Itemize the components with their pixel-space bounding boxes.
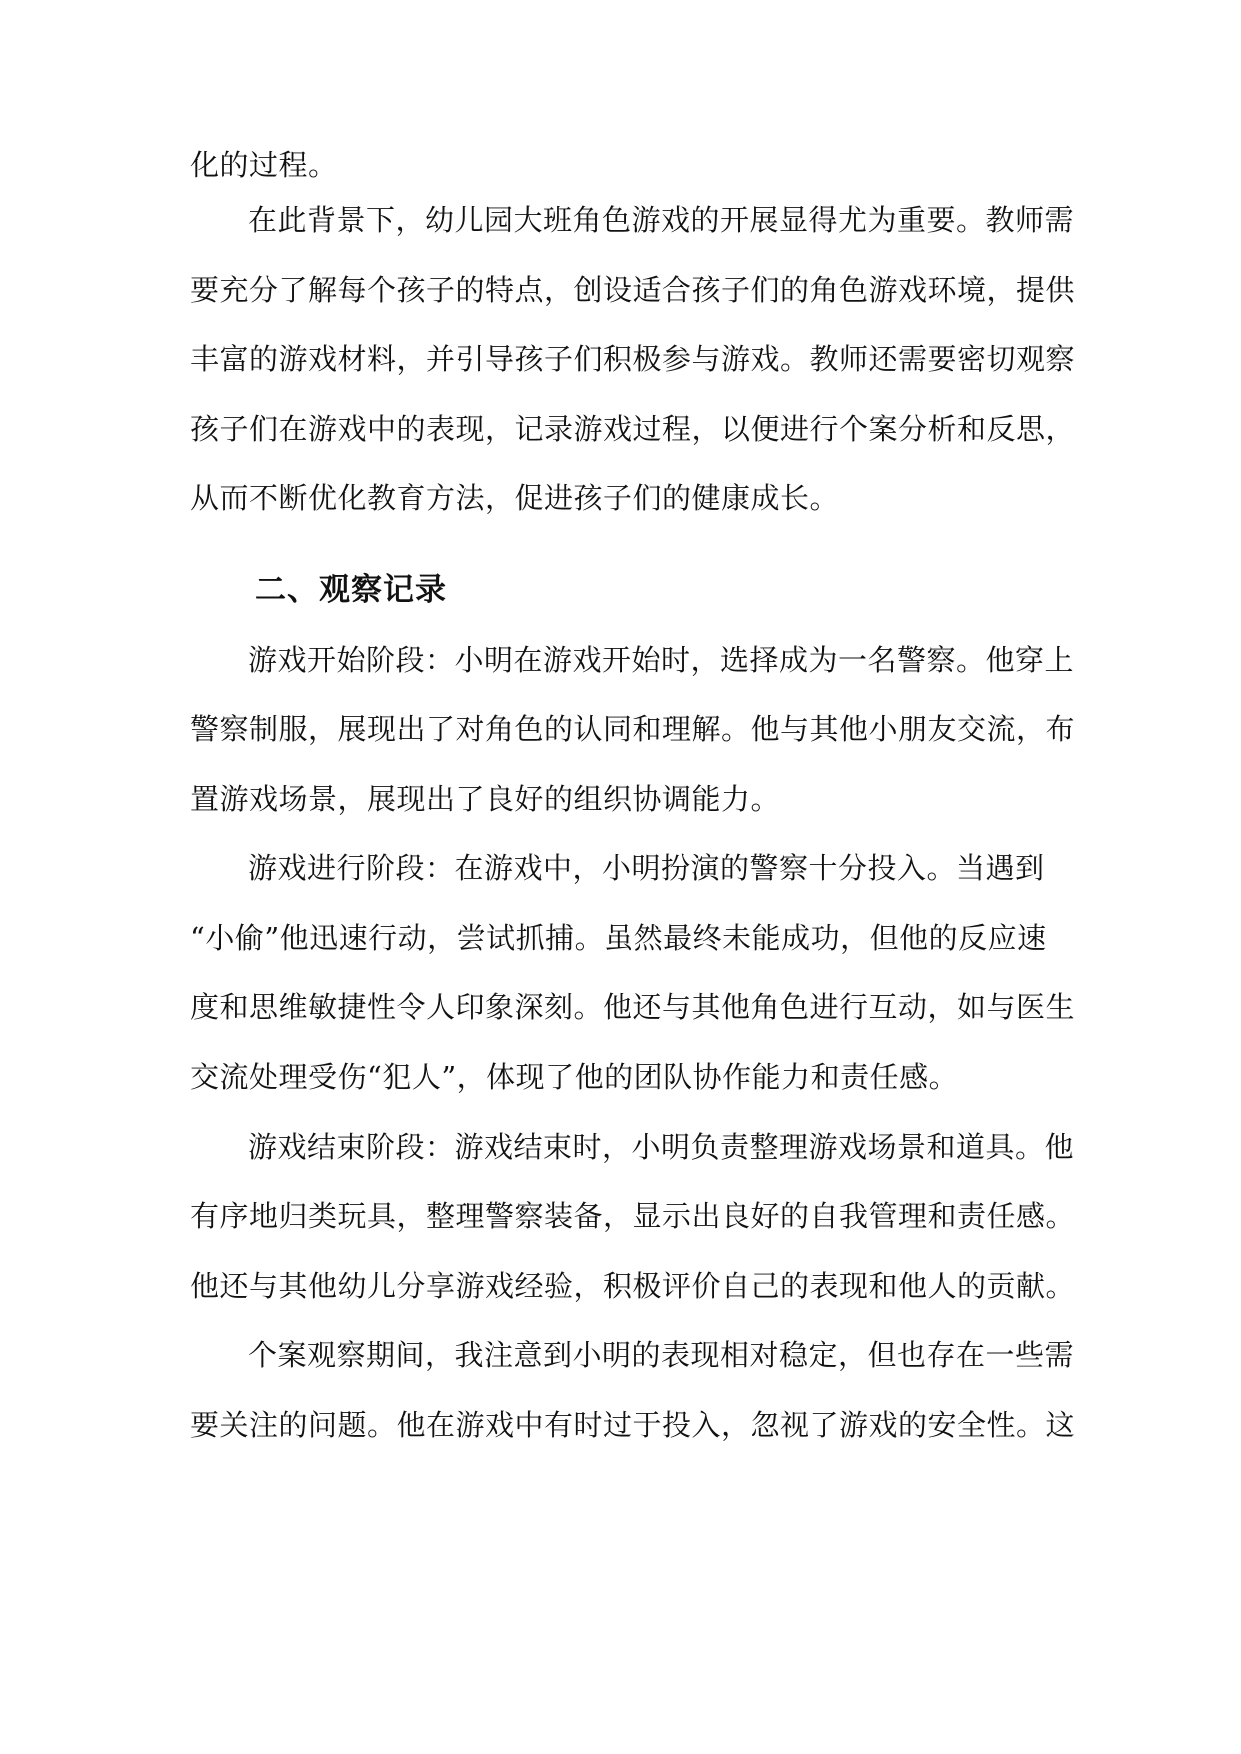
text-line: 孩子们在游戏中的表现，记录游戏过程，以便进行个案分析和反思， (190, 412, 1076, 446)
text-line: 游戏开始阶段：小明在游戏开始时，选择成为一名警察。他穿上 (248, 643, 1075, 677)
text-line: 丰富的游戏材料，并引导孩子们积极参与游戏。教师还需要密切观察 (190, 342, 1076, 376)
text-line: 置游戏场景，展现出了良好的组织协调能力。 (190, 782, 781, 816)
text-line: 游戏结束阶段：游戏结束时，小明负责整理游戏场景和道具。他 (248, 1130, 1075, 1164)
text-line: 警察制服，展现出了对角色的认同和理解。他与其他小朋友交流，布 (190, 712, 1076, 746)
text-line: 从而不断优化教育方法，促进孩子们的健康成长。 (190, 481, 840, 515)
text-line: 要充分了解每个孩子的特点，创设适合孩子们的角色游戏环境，提供 (190, 273, 1076, 307)
text-line: 个案观察期间，我注意到小明的表现相对稳定，但也存在一些需 (248, 1338, 1075, 1372)
section-heading: 二、观察记录 (255, 572, 447, 608)
text-line: 要关注的问题。他在游戏中有时过于投入，忽视了游戏的安全性。这 (190, 1408, 1076, 1442)
text-line: 在此背景下，幼儿园大班角色游戏的开展显得尤为重要。教师需 (248, 203, 1075, 237)
text-line: 化的过程。 (190, 148, 338, 182)
text-line: 他还与其他幼儿分享游戏经验，积极评价自己的表现和他人的贡献。 (190, 1269, 1076, 1303)
text-line: 游戏进行阶段：在游戏中，小明扮演的警察十分投入。当遇到 (248, 851, 1045, 885)
text-line: 有序地归类玩具，整理警察装备，显示出良好的自我管理和责任感。 (190, 1199, 1076, 1233)
text-line: 交流处理受伤“犯人”，体现了他的团队协作能力和责任感。 (190, 1060, 959, 1094)
text-line: “小偷”他迅速行动，尝试抓捕。虽然最终未能成功，但他的反应速 (190, 921, 1047, 955)
text-line: 度和思维敏捷性令人印象深刻。他还与其他角色进行互动，如与医生 (190, 990, 1076, 1024)
